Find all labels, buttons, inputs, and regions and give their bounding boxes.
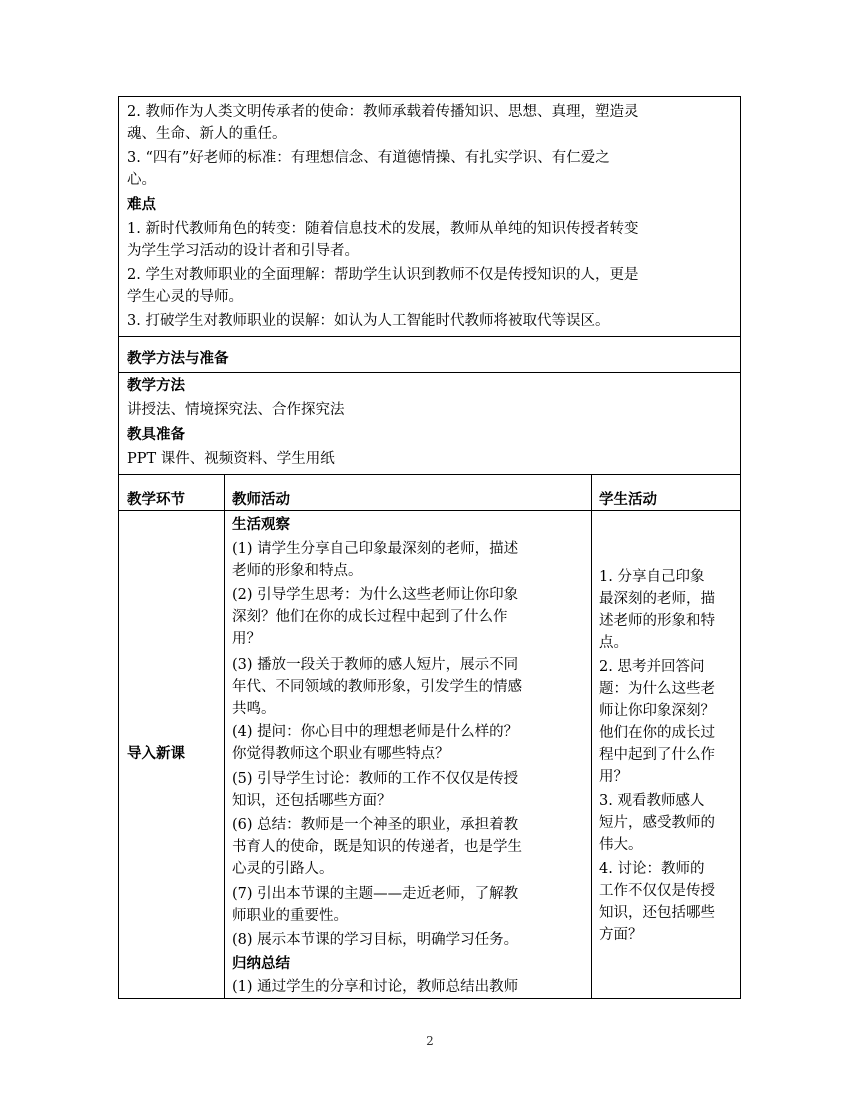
section-title: 教学方法与准备 xyxy=(127,350,229,367)
student-line: 题：为什么这些老 xyxy=(599,681,715,697)
teacher-line: (8) 展示本节课的学习目标，明确学习任务。 xyxy=(232,932,519,948)
teacher-line: (1) 通过学生的分享和讨论，教师总结出教师 xyxy=(232,979,519,995)
student-line: 1. 分享自己印象 xyxy=(599,569,705,585)
prep-text: PPT 课件、视频资料、学生用纸 xyxy=(127,451,335,467)
teacher-line: (2) 引导学生思考：为什么这些老师让你印象 xyxy=(232,587,519,603)
teacher-line: 用？ xyxy=(232,631,261,647)
student-line: 师让你印象深刻？ xyxy=(599,703,715,719)
header-stage: 教学环节 xyxy=(127,491,185,508)
student-line: 最深刻的老师，描 xyxy=(599,591,715,607)
method-heading: 教学方法 xyxy=(127,377,185,394)
student-line: 述老师的形象和特 xyxy=(599,613,715,629)
teacher-line: 深刻？他们在你的成长过程中起到了什么作 xyxy=(232,609,508,625)
student-line: 方面？ xyxy=(599,927,643,943)
difficulty-heading: 难点 xyxy=(127,196,156,213)
column-divider xyxy=(591,475,592,998)
student-line: 知识，还包括哪些 xyxy=(599,905,715,921)
student-line: 用？ xyxy=(599,769,628,785)
text-line: 1. 新时代教师角色的转变：随着信息技术的发展，教师从单纯的知识传授者转变 xyxy=(127,221,639,237)
methods-title-box xyxy=(118,337,741,373)
teacher-line: 你觉得教师这个职业有哪些特点？ xyxy=(232,746,450,762)
student-line: 程中起到了什么作 xyxy=(599,747,715,763)
teacher-line: (1) 请学生分享自己印象最深刻的老师，描述 xyxy=(232,541,519,557)
teacher-line: (4) 提问：你心目中的理想老师是什么样的？ xyxy=(232,724,519,740)
page-number: 2 xyxy=(426,1034,434,1048)
teacher-line: 心灵的引路人。 xyxy=(232,861,334,877)
student-line: 短片，感受教师的 xyxy=(599,815,715,831)
text-line: 为学生学习活动的设计者和引导者。 xyxy=(127,243,359,259)
text-line: 学生心灵的导师。 xyxy=(127,289,243,305)
student-line: 伟大。 xyxy=(599,837,643,853)
teacher-line: (6) 总结：教师是一个神圣的职业，承担着教 xyxy=(232,817,519,833)
teacher-line: 知识，还包括哪些方面？ xyxy=(232,793,392,809)
teacher-line: 师职业的重要性。 xyxy=(232,908,348,924)
student-line: 点。 xyxy=(599,635,628,651)
teacher-line: 共鸣。 xyxy=(232,701,276,717)
column-divider xyxy=(224,475,225,998)
text-line: 2. 教师作为人类文明传承者的使命：教师承载着传播知识、思想、真理，塑造灵 xyxy=(127,104,639,120)
teacher-line: (3) 播放一段关于教师的感人短片，展示不同 xyxy=(232,657,519,673)
teacher-line: (5) 引导学生讨论：教师的工作不仅仅是传授 xyxy=(232,771,519,787)
header-student: 学生活动 xyxy=(599,491,657,508)
teacher-line: (7) 引出本节课的主题——走近老师，了解教 xyxy=(232,886,519,902)
teacher-subheading: 生活观察 xyxy=(232,516,290,533)
key-points-box xyxy=(118,96,741,337)
teacher-subheading: 归纳总结 xyxy=(232,955,290,972)
text-line: 3. “四有”好老师的标准：有理想信念、有道德情操、有扎实学识、有仁爱之 xyxy=(127,150,610,166)
teacher-line: 书育人的使命，既是知识的传递者，也是学生 xyxy=(232,839,522,855)
prep-heading: 教具准备 xyxy=(127,426,185,443)
header-teacher: 教师活动 xyxy=(232,491,290,508)
student-line: 2. 思考并回答问 xyxy=(599,659,705,675)
teacher-line: 年代、不同领域的教师形象，引发学生的情感 xyxy=(232,679,522,695)
text-line: 3. 打破学生对教师职业的误解：如认为人工智能时代教师将被取代等误区。 xyxy=(127,313,610,329)
header-divider xyxy=(119,510,740,511)
student-line: 3. 观看教师感人 xyxy=(599,793,705,809)
text-line: 心。 xyxy=(127,172,156,188)
teacher-line: 老师的形象和特点。 xyxy=(232,563,363,579)
student-line: 4. 讨论：教师的 xyxy=(599,861,705,877)
student-line: 工作不仅仅是传授 xyxy=(599,883,715,899)
stage-label: 导入新课 xyxy=(127,745,185,762)
method-text: 讲授法、情境探究法、合作探究法 xyxy=(127,402,345,418)
text-line: 2. 学生对教师职业的全面理解：帮助学生认识到教师不仅是传授知识的人，更是 xyxy=(127,267,639,283)
text-line: 魂、生命、新人的重任。 xyxy=(127,126,287,142)
lesson-table xyxy=(118,475,741,999)
methods-box xyxy=(118,373,741,475)
student-line: 他们在你的成长过 xyxy=(599,725,715,741)
